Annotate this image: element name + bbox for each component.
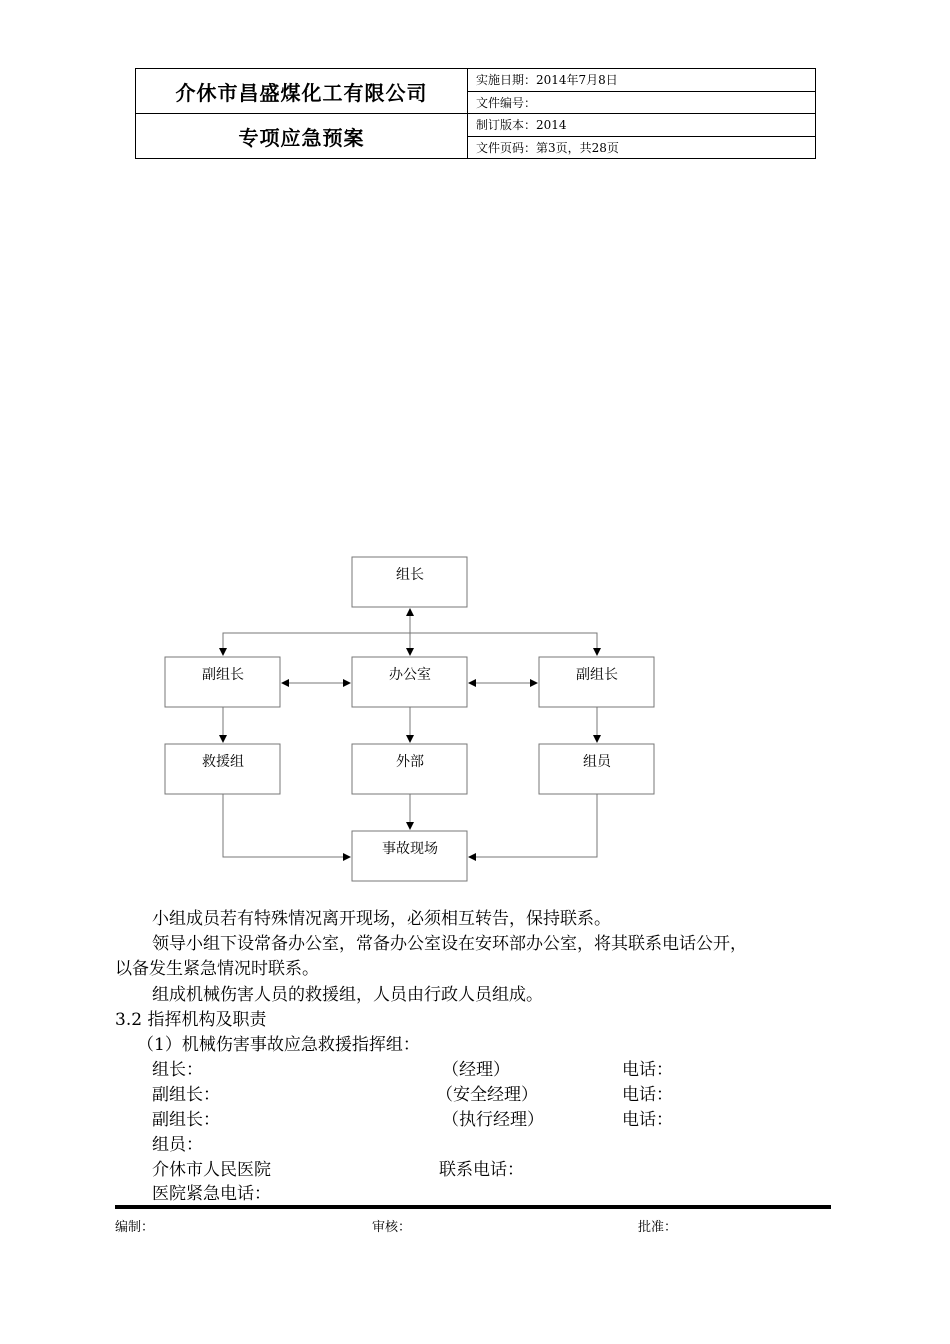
paragraph-3: 组成机械伤害人员的救援组，人员由行政人员组成。 — [152, 985, 543, 1005]
paragraph-1: 小组成员若有特殊情况离开现场，必须相互转告，保持联系。 — [152, 909, 611, 929]
page-info: 文件页码：第3页，共28页 — [468, 136, 816, 159]
label-deputy-right: 副组长 — [576, 667, 618, 683]
line-members-scene — [469, 794, 597, 857]
label-office: 办公室 — [389, 667, 431, 683]
hospital-phone: 联系电话： — [439, 1160, 524, 1180]
footer-compile: 编制： — [115, 1220, 155, 1235]
sub-heading: （1）机械伤害事故应急救援指挥组： — [137, 1035, 420, 1055]
hospital-name: 介休市人民医院 — [152, 1160, 271, 1180]
members-label: 组员： — [152, 1135, 203, 1155]
line-bar-right — [410, 633, 597, 655]
section-heading: 3.2 指挥机构及职责 — [115, 1010, 267, 1030]
company-name: 介休市昌盛煤化工有限公司 — [136, 69, 468, 114]
roster-phone: 电话： — [622, 1060, 673, 1080]
label-external: 外部 — [396, 754, 424, 770]
roster-role: 副组长： — [152, 1110, 220, 1130]
implementation-date: 实施日期：2014年7月8日 — [468, 69, 816, 92]
footer-review: 审核： — [372, 1220, 412, 1235]
label-members: 组员 — [583, 754, 611, 770]
paragraph-2a: 领导小组下设常备办公室，常备办公室设在安环部办公室，将其联系电话公开， — [152, 934, 747, 954]
roster-title: （执行经理） — [442, 1110, 544, 1130]
label-rescue: 救援组 — [202, 754, 244, 770]
footer-rule — [115, 1205, 831, 1209]
roster-role: 副组长： — [152, 1085, 220, 1105]
roster-role: 组长： — [152, 1060, 203, 1080]
line-bar-left — [223, 633, 410, 655]
roster-title: （经理） — [442, 1060, 510, 1080]
label-deputy-left: 副组长 — [202, 667, 244, 683]
line-rescue-scene — [223, 794, 350, 857]
paragraph-2b: 以备发生紧急情况时联系。 — [115, 959, 319, 979]
roster-phone: 电话： — [622, 1085, 673, 1105]
document-title: 专项应急预案 — [136, 114, 468, 159]
footer-approve: 批准： — [638, 1220, 678, 1235]
label-scene: 事故现场 — [382, 841, 438, 857]
roster-phone: 电话： — [622, 1110, 673, 1130]
label-leader: 组长 — [396, 567, 424, 583]
roster-title: （安全经理） — [436, 1085, 538, 1105]
version: 制订版本：2014 — [468, 114, 816, 137]
file-number: 文件编号： — [468, 91, 816, 114]
hospital-emergency: 医院紧急电话： — [152, 1184, 271, 1204]
